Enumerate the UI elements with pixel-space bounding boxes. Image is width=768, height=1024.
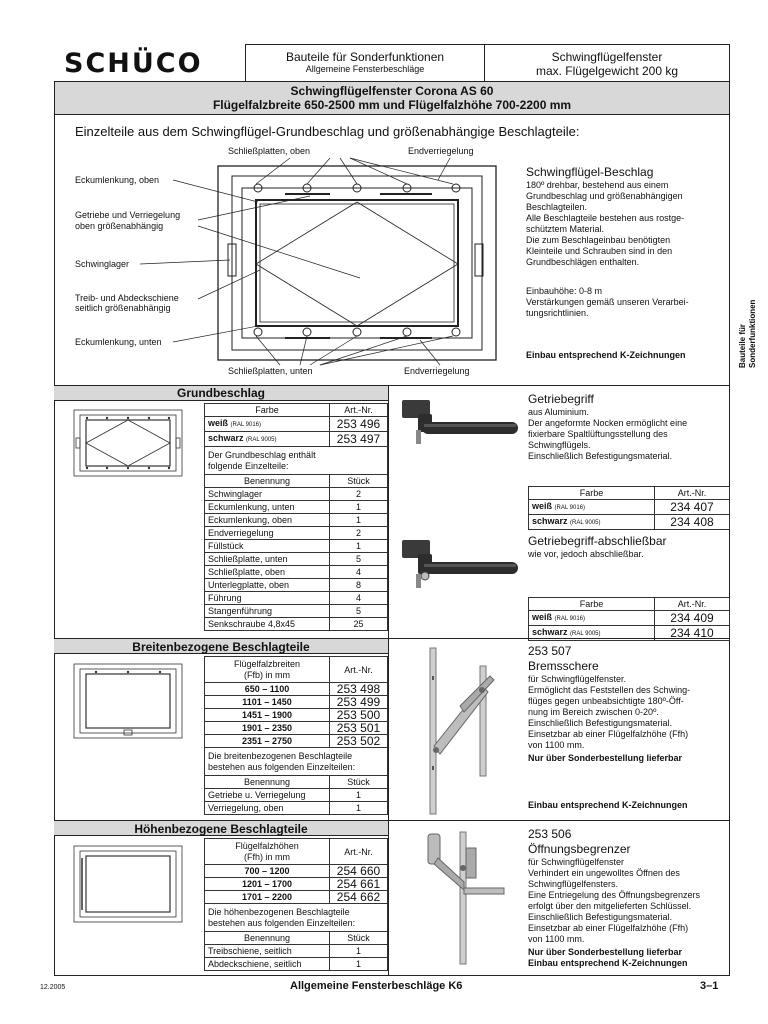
table-row	[205, 592, 388, 605]
part-name: Stangenführung	[205, 605, 330, 618]
table-row	[205, 514, 388, 527]
note-line: bestehen aus folgenden Einzelteilen:	[208, 917, 356, 928]
desc-line: Grundbeschlag und größenabhängigen	[526, 191, 683, 201]
getriebegriff-desc	[528, 407, 728, 462]
part-qty: 1	[330, 501, 388, 514]
col-art: Art.-Nr.	[655, 487, 730, 500]
desc-bold: Nur über Sonderbestellung lieferbar	[528, 753, 683, 763]
part-qty: 2	[330, 488, 388, 501]
side-label	[738, 300, 758, 368]
range: 1701 – 2200	[205, 891, 330, 904]
lockable-table	[528, 597, 730, 641]
color-name: schwarz	[208, 433, 244, 443]
bremsschere-image	[420, 646, 510, 816]
desc-line: flüges gegen unbeabsichtigte 180º-Öff-	[528, 696, 684, 706]
breiten-thumb	[72, 662, 184, 742]
label-getriebe-1: Getriebe und Verriegelung	[75, 210, 181, 220]
part-name: Schließplatte, oben	[205, 566, 330, 579]
table-row	[205, 878, 388, 891]
table-row	[205, 566, 388, 579]
desc-bold: Nur über Sonderbestellung lieferbar	[528, 947, 683, 957]
art-nr: 234 410	[655, 626, 730, 641]
header-mid-box	[245, 44, 485, 82]
band-line1: Schwingflügelfenster Corona AS 60	[290, 84, 494, 98]
part-qty: 8	[330, 579, 388, 592]
note-line: folgende Einzelteile:	[208, 460, 289, 471]
art-nr: 253 496	[330, 417, 388, 432]
table-row	[205, 579, 388, 592]
desc-line: fixierbare Spaltlüftungsstellung des	[528, 429, 668, 439]
desc-bold: Einbau entsprechend K-Zeichnungen	[526, 350, 686, 360]
hoehen-thumb	[72, 844, 184, 924]
divider-right-1	[388, 638, 730, 639]
table-row	[205, 709, 388, 722]
range: 700 – 1200	[205, 865, 330, 878]
getriebegriff-table	[528, 486, 730, 530]
desc-line: Einschließlich Befestigungsmaterial.	[528, 718, 673, 728]
table-row	[205, 527, 388, 540]
bremsschere-art: 253 507	[528, 644, 572, 658]
desc-line: Grundbeschlägen enthalten.	[526, 257, 640, 267]
lockable-title: Getriebegriff-abschließbar	[528, 534, 667, 548]
footer-page: 3–1	[700, 980, 719, 992]
part-name: Eckumlenkung, oben	[205, 514, 330, 527]
part-name: Füllstück	[205, 540, 330, 553]
ral: (RAL 9005)	[246, 437, 277, 443]
desc-line: Beschlagteilen.	[526, 202, 588, 212]
header-right-title: Schwingflügelfenster	[551, 50, 663, 64]
breiten-table	[204, 656, 388, 815]
desc-bold: Einbau entsprechend K-Zeichnungen	[528, 958, 688, 968]
part-qty: 4	[330, 566, 388, 579]
range: 650 – 1100	[205, 683, 330, 696]
color-name: weiß	[208, 418, 229, 428]
label-treib-1: Treib- und Abdeckschiene	[75, 293, 179, 303]
oeffnungsbegrenzer-image	[424, 828, 514, 968]
schueco-logo: SCHÜCO	[64, 48, 203, 79]
part-name: Eckumlenkung, unten	[205, 501, 330, 514]
col-art: Art.-Nr.	[330, 404, 388, 417]
ral: (RAL 9005)	[570, 520, 601, 526]
oeffnung-art: 253 506	[528, 827, 572, 841]
ral: (RAL 9016)	[230, 422, 261, 428]
desc-line: nung im Bereich zwischen 0-20º.	[528, 707, 659, 717]
color-name: schwarz	[532, 627, 568, 637]
table-row	[205, 958, 388, 971]
col-farbe: Farbe	[529, 487, 655, 500]
art-nr: 253 497	[330, 432, 388, 447]
color-name: schwarz	[532, 516, 568, 526]
lockable-handle-image	[396, 532, 522, 590]
table-row	[205, 865, 388, 878]
part-name: Führung	[205, 592, 330, 605]
table-row	[205, 789, 388, 802]
desc-line: aus Aluminium.	[528, 407, 590, 417]
art-nr: 253 500	[330, 709, 388, 722]
desc-line: Einsetzbar ab einer Flügelfalzhöhe (Ffh)	[528, 923, 689, 933]
desc-line: 180º drehbar, bestehend aus einem	[526, 180, 669, 190]
part-qty: 1	[330, 945, 388, 958]
art-nr: 253 498	[330, 683, 388, 696]
getriebegriff-title: Getriebegriff	[528, 392, 594, 406]
table-row	[205, 540, 388, 553]
table-row	[529, 515, 730, 530]
table-row	[205, 417, 388, 432]
table-row	[205, 696, 388, 709]
part-qty: 25	[330, 618, 388, 631]
divider-vertical	[388, 385, 389, 976]
part-qty: 1	[330, 514, 388, 527]
color-name: weiß	[532, 501, 553, 511]
ral: (RAL 9016)	[554, 616, 585, 622]
range: 1101 – 1450	[205, 696, 330, 709]
bremsschere-desc	[528, 674, 728, 764]
table-row	[205, 722, 388, 735]
desc-line: Alle Beschlagteile bestehen aus rostge-	[526, 213, 685, 223]
col-range-2: (Ffh) in mm	[244, 851, 290, 862]
part-name: Schließplatte, unten	[205, 553, 330, 566]
col-range-1: Flügelfalzhöhen	[235, 840, 299, 851]
header-right-box	[484, 44, 730, 82]
table-row	[205, 735, 388, 748]
part-name: Abdeckschiene, seitlich	[205, 958, 330, 971]
table-row	[529, 611, 730, 626]
label-treib-2: seitlich größenabhängig	[75, 303, 171, 313]
note-line: Die höhenbezogenen Beschlagteile	[208, 906, 350, 917]
desc-line: Der angeformte Nocken ermöglicht eine	[528, 418, 688, 428]
desc-line: erfolgt über den mitgelieferten Schlüssel.	[528, 901, 692, 911]
desc-line: Einschließlich Befestigungsmaterial.	[528, 912, 673, 922]
title-band	[54, 81, 730, 115]
col-farbe: Farbe	[529, 598, 655, 611]
col-farbe: Farbe	[205, 404, 330, 417]
label-schliessplatten-unten: Schließplatten, unten	[228, 366, 313, 376]
desc-line: von 1100 mm.	[528, 934, 585, 944]
handle-image	[396, 392, 522, 444]
desc-line: für Schwingflügelfenster.	[528, 674, 627, 684]
desc-block	[526, 180, 726, 268]
oeffnung-desc	[528, 857, 728, 969]
table-row	[205, 802, 388, 815]
desc-line: Kleinteile und Schrauben sind in den	[526, 246, 673, 256]
grundbeschlag-color-table	[204, 403, 388, 631]
art-nr: 254 662	[330, 891, 388, 904]
part-name: Endverriegelung	[205, 527, 330, 540]
desc-line: Einbauhöhe: 0-8 m	[526, 286, 603, 296]
art-nr: 254 661	[330, 878, 388, 891]
col-stueck: Stück	[330, 932, 388, 945]
note-line: Der Grundbeschlag enthält	[208, 449, 316, 460]
table-row	[205, 605, 388, 618]
table-row	[205, 553, 388, 566]
table-row	[205, 488, 388, 501]
side-label-1: Bauteile für	[738, 323, 747, 368]
label-schliessplatten-oben: Schließplatten, oben	[228, 146, 311, 156]
col-art: Art.-Nr.	[330, 657, 388, 683]
desc-line: von 1100 mm.	[528, 740, 585, 750]
label-endverriegelung-unten: Endverriegelung	[404, 366, 470, 376]
art-nr: 254 660	[330, 865, 388, 878]
label-getriebe-2: oben größenabhängig	[75, 221, 164, 231]
art-nr: 234 409	[655, 611, 730, 626]
overview-heading: Einzelteile aus dem Schwingflügel-Grundbeschlag und größenabhängige Beschlagteile:	[75, 124, 580, 139]
hoehen-table	[204, 838, 388, 971]
color-name: weiß	[532, 612, 553, 622]
part-qty: 1	[330, 802, 388, 815]
desc-line: für Schwingflügelfenster	[528, 857, 625, 867]
col-benennung: Benennung	[205, 475, 330, 488]
col-benennung: Benennung	[205, 932, 330, 945]
desc-line: tungsrichtlinien.	[526, 308, 589, 318]
part-name: Senkschraube 4,8x45	[205, 618, 330, 631]
desc-line: Verstärkungen gemäß unseren Verarbei-	[526, 297, 689, 307]
header-right-sub: max. Flügelgewicht 200 kg	[535, 64, 679, 78]
col-stueck: Stück	[330, 776, 388, 789]
art-nr: 234 407	[655, 500, 730, 515]
footer-date: 12.2005	[40, 984, 66, 991]
art-nr: 234 408	[655, 515, 730, 530]
table-row	[205, 618, 388, 631]
divider-right-2	[388, 820, 730, 821]
header-mid-title: Bauteile für Sonderfunktionen	[285, 50, 445, 64]
label-schwinglager: Schwinglager	[75, 259, 130, 269]
part-name: Schwinglager	[205, 488, 330, 501]
part-name: Unterlegplatte, oben	[205, 579, 330, 592]
table-row	[205, 501, 388, 514]
label-eckumlenkung-unten: Eckumlenkung, unten	[75, 337, 162, 347]
col-range-2: (Ffb) in mm	[244, 669, 290, 680]
side-label-2: Sonderfunktionen	[748, 299, 757, 368]
part-qty: 5	[330, 605, 388, 618]
range: 1201 – 1700	[205, 878, 330, 891]
range: 2351 – 2750	[205, 735, 330, 748]
col-art: Art.-Nr.	[330, 839, 388, 865]
part-qty: 1	[330, 540, 388, 553]
desc-line: Verhindert ein ungewolltes Öffnen des	[528, 868, 680, 878]
desc-line: Eine Entriegelung des Öffnungsbegrenzers	[528, 890, 700, 900]
desc-line: Schwingflügels.	[528, 440, 591, 450]
range: 1901 – 2350	[205, 722, 330, 735]
art-nr: 253 502	[330, 735, 388, 748]
col-stueck: Stück	[330, 475, 388, 488]
desc-line: Die zum Beschlageinbau benötigten	[526, 235, 671, 245]
table-row	[205, 683, 388, 696]
label-eckumlenkung-oben: Eckumlenkung, oben	[75, 175, 160, 185]
part-qty: 4	[330, 592, 388, 605]
grundbeschlag-thumb	[72, 408, 184, 478]
part-name: Treibschiene, seitlich	[205, 945, 330, 958]
desc-line: Ermöglicht das Feststellen des Schwing-	[528, 685, 691, 695]
col-benennung: Benennung	[205, 776, 330, 789]
desc-line: schütztem Material.	[526, 224, 605, 234]
desc-line: Einsetzbar ab einer Flügelfalzhöhe (Ffh)	[528, 729, 689, 739]
col-range-1: Flügelfalzbreiten	[233, 658, 301, 669]
part-qty: 1	[330, 958, 388, 971]
header-mid-sub: Allgemeine Fensterbeschläge	[305, 64, 425, 74]
lockable-desc: wie vor, jedoch abschließbar.	[528, 549, 644, 559]
bremsschere-bold2: Einbau entsprechend K-Zeichnungen	[528, 800, 688, 810]
desc-title: Schwingflügel-Beschlag	[526, 165, 654, 179]
col-art: Art.-Nr.	[655, 598, 730, 611]
part-name: Verriegelung, oben	[205, 802, 330, 815]
ral: (RAL 9016)	[554, 505, 585, 511]
footer-title: Allgemeine Fensterbeschläge K6	[290, 980, 463, 992]
note-line: bestehen aus folgenden Einzelteilen:	[208, 761, 356, 772]
ral: (RAL 9005)	[570, 631, 601, 637]
table-row	[205, 945, 388, 958]
table-row	[205, 432, 388, 447]
band-line2: Flügelfalzbreite 650-2500 mm und Flügelfalzhöhe 700-2200 mm	[212, 98, 572, 112]
part-name: Getriebe u. Verriegelung	[205, 789, 330, 802]
art-nr: 253 499	[330, 696, 388, 709]
part-qty: 5	[330, 553, 388, 566]
label-endverriegelung-oben: Endverriegelung	[408, 146, 474, 156]
desc-block-2	[526, 286, 726, 319]
range: 1451 – 1900	[205, 709, 330, 722]
desc-line: Einschließlich Befestigungsmaterial.	[528, 451, 673, 461]
desc-line: Schwingflügelfensters.	[528, 879, 619, 889]
table-row	[205, 891, 388, 904]
table-row	[529, 500, 730, 515]
section-hoehen: Höhenbezogene Beschlagteile	[54, 820, 388, 836]
oeffnung-title: Öffnungsbegrenzer	[528, 842, 631, 856]
part-qty: 2	[330, 527, 388, 540]
part-qty: 1	[330, 789, 388, 802]
section-breiten: Breitenbezogene Beschlagteile	[54, 638, 388, 654]
section-grundbeschlag: Grundbeschlag	[54, 386, 388, 401]
bremsschere-title: Bremsschere	[528, 659, 599, 673]
note-line: Die breitenbezogenen Beschlagteile	[208, 750, 353, 761]
art-nr: 253 501	[330, 722, 388, 735]
